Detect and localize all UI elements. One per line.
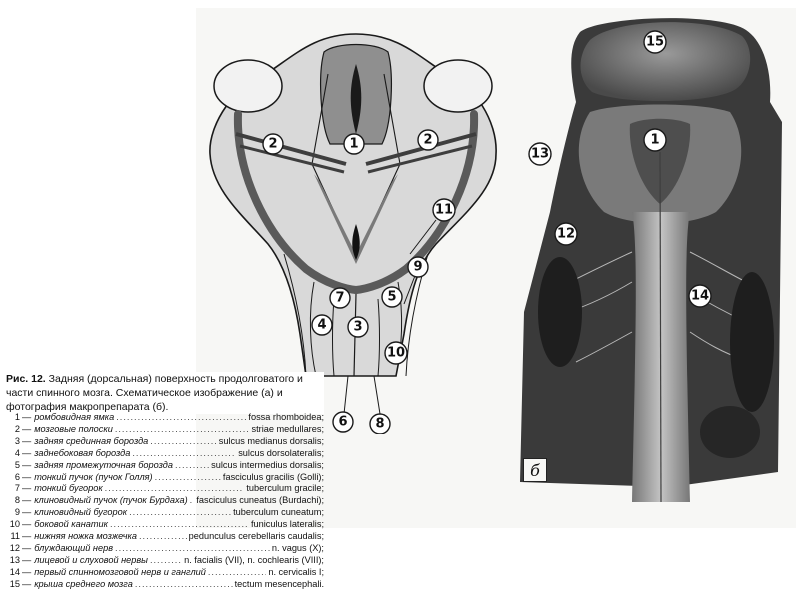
- legend-leader-dots: [116, 412, 246, 424]
- svg-text:7: 7: [335, 290, 345, 306]
- legend-latin-term: sulcus dorsolateralis;: [238, 447, 324, 458]
- legend-number: 14: [9, 566, 20, 577]
- label-10: [385, 342, 407, 364]
- legend-row: 6 — тонкий пучок (пучок Голля) ..... fasciculus gracilis (Golli);: [6, 472, 324, 484]
- svg-text:10: 10: [386, 345, 406, 361]
- legend-leader-dots: [105, 483, 245, 495]
- label-3: [348, 317, 368, 337]
- legend-russian-term: мозговые полоски: [34, 423, 113, 434]
- svg-text:4: 4: [317, 317, 327, 333]
- legend-latin-term: pedunculus cerebellaris caudalis;: [188, 531, 324, 542]
- legend-row: 14 — первый спинномозговой нерв и ганглий ..... n. cervicalis I;: [6, 567, 324, 579]
- legend-russian-term: задняя промежуточная борозда: [34, 459, 173, 470]
- photo-label-13: [529, 143, 551, 165]
- label-2-left: [263, 134, 283, 154]
- legend-row: 9 — клиновидный бугорок ..... tuberculum cuneatum;: [6, 507, 324, 519]
- legend-russian-term: тонкий пучок (пучок Голля): [34, 471, 153, 482]
- legend-row: 7 — тонкий бугорок ..... tuberculum gracile;: [6, 483, 324, 495]
- legend-latin-term: n. facialis (VII), n. cochlearis (VIII);: [184, 554, 324, 565]
- legend-leader-dots: [115, 543, 270, 555]
- legend-latin-term: fasciculus gracilis (Golli);: [222, 471, 324, 482]
- svg-text:2: 2: [423, 132, 433, 148]
- label-1: [344, 134, 364, 154]
- legend-russian-term: тонкий бугорок: [34, 483, 103, 494]
- svg-text:9: 9: [413, 259, 423, 275]
- svg-text:1: 1: [349, 136, 359, 152]
- svg-text:6: 6: [338, 414, 348, 430]
- legend-number: 4: [14, 447, 20, 458]
- photo-cavity-right: [730, 272, 774, 412]
- legend-number: 11: [10, 531, 20, 542]
- legend-leader-dots: [115, 424, 250, 436]
- legend-number: 3: [14, 435, 20, 446]
- legend-leader-dots: [150, 436, 217, 448]
- right-peduncle-lobe: [424, 60, 492, 112]
- photo-letter-label: б: [523, 458, 547, 482]
- legend-row: 3 — задняя срединная борозда ..... sulcus medianus dorsalis;: [6, 436, 324, 448]
- legend-row: 11 — нижняя ножка мозжечка ..... pedunculus cerebellaris caudalis;: [6, 531, 324, 543]
- legend-latin-term: striae medullares;: [251, 423, 324, 434]
- svg-text:11: 11: [434, 202, 454, 218]
- legend-latin-term: funiculus lateralis;: [250, 519, 324, 530]
- legend-russian-term: клиновидный бугорок: [34, 507, 128, 518]
- label-4: [312, 315, 332, 335]
- legend-russian-term: боковой канатик: [34, 519, 108, 530]
- photo-label-15: [644, 31, 666, 53]
- label-5: [382, 287, 402, 307]
- legend-row: 8 — клиновидный пучок (пучок Бурдаха) ..... fasciculus cuneatus (Burdachi);: [6, 495, 324, 507]
- photo-tectum: [581, 22, 751, 101]
- legend-leader-dots: [129, 507, 231, 519]
- legend-latin-term: n. cervicalis I;: [268, 566, 324, 577]
- legend-leader-dots: [110, 519, 249, 531]
- legend-russian-term: первый спинномозговой нерв и ганглий: [34, 566, 206, 577]
- legend-latin-term: tuberculum gracile;: [246, 483, 324, 494]
- legend-russian-term: заднебоковая борозда: [34, 447, 131, 458]
- svg-text:15: 15: [645, 34, 665, 50]
- figure-caption: [6, 372, 324, 414]
- legend-latin-term: fossa rhomboidea;: [248, 412, 324, 422]
- photo-cavity-lower-right: [700, 406, 760, 458]
- legend-row: 15 — крыша среднего мозга ..... tectum mesencephali.: [6, 579, 324, 591]
- svg-text:13: 13: [530, 146, 550, 162]
- svg-text:12: 12: [556, 226, 576, 242]
- legend-leader-dots: [150, 555, 182, 567]
- legend-latin-term: sulcus intermedius dorsalis;: [211, 459, 324, 470]
- svg-text:1: 1: [650, 132, 660, 148]
- legend-number: 7: [14, 483, 20, 494]
- legend-russian-term: клиновидный пучок (пучок Бурдаха): [34, 495, 188, 506]
- photo-label-14: [689, 285, 711, 307]
- schematic-medulla-diagram: [196, 14, 516, 434]
- svg-text:14: 14: [690, 288, 710, 304]
- legend-russian-term: лицевой и слуховой нервы: [34, 554, 148, 565]
- legend-russian-term: ромбовидная ямка: [34, 412, 115, 422]
- legend-number: 8: [14, 495, 20, 506]
- legend-leader-dots: [155, 472, 221, 484]
- legend-list: [6, 412, 324, 591]
- legend-number: 1: [14, 412, 20, 422]
- legend-leader-dots: [132, 448, 236, 460]
- legend-leader-dots: [190, 495, 195, 507]
- legend-leader-dots: [208, 567, 266, 579]
- legend-row: 5 — задняя промежуточная борозда ..... sulcus intermedius dorsalis;: [6, 460, 324, 472]
- photo-macropreparation: [520, 12, 798, 512]
- legend-row: 4 — заднебоковая борозда ..... sulcus dorsolateralis;: [6, 448, 324, 460]
- label-9: [408, 257, 428, 277]
- legend-russian-term: крыша среднего мозга: [34, 578, 133, 589]
- photo-label-1: [644, 129, 666, 151]
- legend-russian-term: нижняя ножка мозжечка: [34, 531, 137, 542]
- figure-number: Рис. 12.: [6, 373, 46, 385]
- legend-row: 10 — боковой канатик ..... funiculus lateralis;: [6, 519, 324, 531]
- legend-row: 2 — мозговые полоски ..... striae medullares;: [6, 424, 324, 436]
- photo-cavity-left: [538, 257, 582, 367]
- label-7: [330, 288, 350, 308]
- legend-russian-term: блуждающий нерв: [34, 542, 114, 553]
- legend-number: 12: [9, 542, 20, 553]
- legend-row: 1 — ромбовидная ямка ..... fossa rhomboidea;: [6, 412, 324, 424]
- legend-number: 10: [9, 519, 20, 530]
- left-peduncle-lobe: [214, 60, 282, 112]
- svg-text:8: 8: [375, 416, 385, 432]
- legend-leader-dots: [135, 579, 233, 591]
- legend-number: 6: [14, 471, 20, 482]
- legend-row: 13 — лицевой и слуховой нервы ..... n. facialis (VII), n. cochlearis (VIII);: [6, 555, 324, 567]
- legend-number: 15: [9, 578, 20, 589]
- svg-text:3: 3: [353, 319, 363, 335]
- legend-number: 2: [14, 423, 20, 434]
- label-2-right: [418, 130, 438, 150]
- figure-caption-text: Задняя (дорсальная) поверхность продолговатого и части спинного мозга. Схематическое изображение (а) и фотография макропрепарата (б).: [6, 373, 303, 413]
- legend-latin-term: tectum mesencephali.: [234, 578, 324, 589]
- legend-latin-term: fasciculus cuneatus (Burdachi);: [196, 495, 324, 506]
- svg-text:2: 2: [268, 136, 278, 152]
- legend-leader-dots: [175, 460, 209, 472]
- legend-number: 5: [14, 459, 20, 470]
- legend-number: 13: [9, 554, 20, 565]
- label-8: [370, 414, 390, 434]
- legend-row: 12 — блуждающий нерв ..... n. vagus (X);: [6, 543, 324, 555]
- label-11: [433, 199, 455, 221]
- legend-latin-term: n. vagus (X);: [271, 542, 324, 553]
- legend-latin-term: sulcus medianus dorsalis;: [218, 435, 324, 446]
- legend-latin-term: tuberculum cuneatum;: [233, 507, 324, 518]
- svg-text:5: 5: [387, 289, 397, 305]
- legend-russian-term: задняя срединная борозда: [34, 435, 149, 446]
- legend-leader-dots: [139, 531, 187, 543]
- legend-number: 9: [14, 507, 20, 518]
- photo-label-12: [555, 223, 577, 245]
- label-6: [333, 412, 353, 432]
